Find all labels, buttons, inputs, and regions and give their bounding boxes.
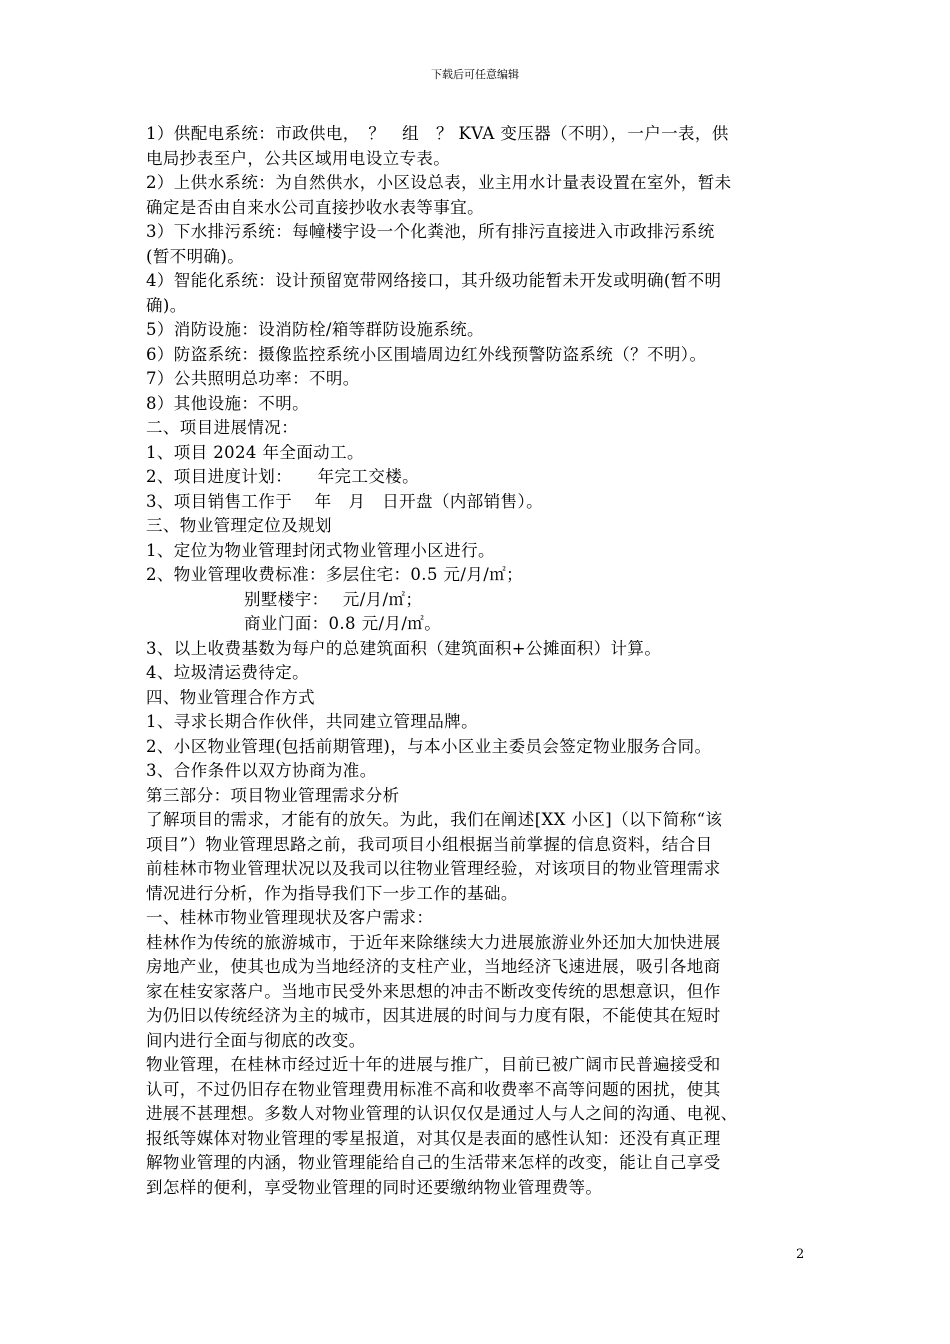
text-line: 5）消防设施：设消防栓/箱等群防设施系统。	[146, 320, 484, 339]
text-line: 3、项目销售工作于 年 月 日开盘（内部销售）。	[146, 491, 543, 511]
section-heading: 一、桂林市物业管理现状及客户需求：	[146, 908, 434, 927]
text-line: (暂不明确)。	[146, 246, 245, 266]
text-line: 2）上供水系统：为自然供水，小区设总表，业主用水计量表设置在室外，暂未	[146, 173, 732, 192]
text-line: 桂林作为传统的旅游城市，于近年来除继续大力进展旅游业外还加大加快进展	[146, 932, 721, 952]
text-line: 2、物业管理收费标准：多层住宅：0.5 元/月/㎡；	[146, 565, 524, 584]
text-line: 项目”）物业管理思路之前，我司项目小组根据当前掌握的信息资料，结合目	[146, 834, 713, 854]
document-body	[146, 122, 814, 1200]
text-line: 物业管理，在桂林市经过近十年的进展与推广，目前已被广阔市民普遍接受和	[146, 1055, 721, 1074]
text-line: 间内进行全面与彻底的改变。	[146, 1030, 366, 1050]
text-line: 4）智能化系统：设计预留宽带网络接口，其升级功能暂未开发或明确(暂不明	[146, 271, 722, 290]
text-line: 7）公共照明总功率：不明。	[146, 369, 360, 388]
text-line: 家在桂安家落户。当地市民受外来思想的冲击不断改变传统的思想意识，但作	[146, 981, 721, 1001]
text-line: 前桂林市物业管理状况以及我司以往物业管理经验，对该项目的物业管理需求	[146, 859, 721, 878]
text-line: 3、合作条件以双方协商为准。	[146, 761, 377, 780]
text-line: 进展不甚理想。多数人对物业管理的认识仅仅是通过人与人之间的沟通、电视、	[146, 1104, 738, 1123]
text-line: 为仍旧以传统经济为主的城市，因其进展的时间与力度有限，不能使其在短时	[146, 1006, 721, 1025]
section-heading: 二、项目进展情况：	[146, 418, 299, 437]
section-heading: 三、物业管理定位及规划	[146, 516, 332, 535]
text-line: 6）防盗系统：摄像监控系统小区围墙周边红外线预警防盗系统（？不明）。	[146, 344, 707, 364]
text-line: 1、寻求长期合作伙伴，共同建立管理品牌。	[146, 712, 478, 731]
text-line: 1、定位为物业管理封闭式物业管理小区进行。	[146, 540, 495, 560]
text-line: 8）其他设施：不明。	[146, 393, 309, 413]
text-line: 确)。	[146, 295, 187, 315]
text-line: 3、以上收费基数为每户的总建筑面积（建筑面积+公摊面积）计算。	[146, 638, 662, 658]
page-number: 2	[796, 1247, 805, 1262]
text-line: 电局抄表至户，公共区域用电设立专表。	[146, 148, 451, 168]
text-line: 了解项目的需求，才能有的放矢。为此，我们在阐述[XX 小区]（以下简称“该	[146, 810, 723, 829]
header-note: 下载后可任意编辑	[431, 68, 519, 81]
text-line: 2、项目进度计划： 年完工交楼。	[146, 467, 420, 486]
text-line: 1、项目 2024 年全面动工。	[146, 442, 364, 462]
text-line: 房地产业，使其也成为当地经济的支柱产业，当地经济飞速进展，吸引各地商	[146, 957, 721, 976]
text-line: 解物业管理的内涵，物业管理能给自己的生活带来怎样的改变，能让自己享受	[146, 1153, 721, 1172]
part-heading: 第三部分：项目物业管理需求分析	[146, 785, 400, 805]
text-line-indented: 别墅楼宇： 元/月/㎡；	[244, 589, 423, 609]
text-line: 确定是否由自来水公司直接抄收水表等事宜。	[146, 197, 484, 217]
text-line: 认可，不过仍旧存在物业管理费用标准不高和收费率不高等问题的困扰，使其	[146, 1079, 721, 1099]
text-line-indented: 商业门面：0.8 元/月/㎡。	[244, 614, 442, 633]
text-line: 情况进行分析，作为指导我们下一步工作的基础。	[146, 883, 518, 903]
text-line: 4、垃圾清运费待定。	[146, 663, 309, 682]
text-line: 报纸等媒体对物业管理的零星报道，对其仅是表面的感性认知：还没有真正理	[146, 1128, 721, 1148]
text-line: 到怎样的便利，享受物业管理的同时还要缴纳物业管理费等。	[146, 1177, 603, 1197]
text-line: 1）供配电系统：市政供电， ？ 组 ？ KVA 变压器（不明），一户一表，供	[146, 124, 729, 143]
text-line: 3）下水排污系统：每幢楼宇设一个化粪池，所有排污直接进入市政排污系统	[146, 222, 715, 241]
section-heading: 四、物业管理合作方式	[146, 687, 315, 707]
text-line: 2、小区物业管理(包括前期管理)，与本小区业主委员会签定物业服务合同。	[146, 736, 712, 756]
